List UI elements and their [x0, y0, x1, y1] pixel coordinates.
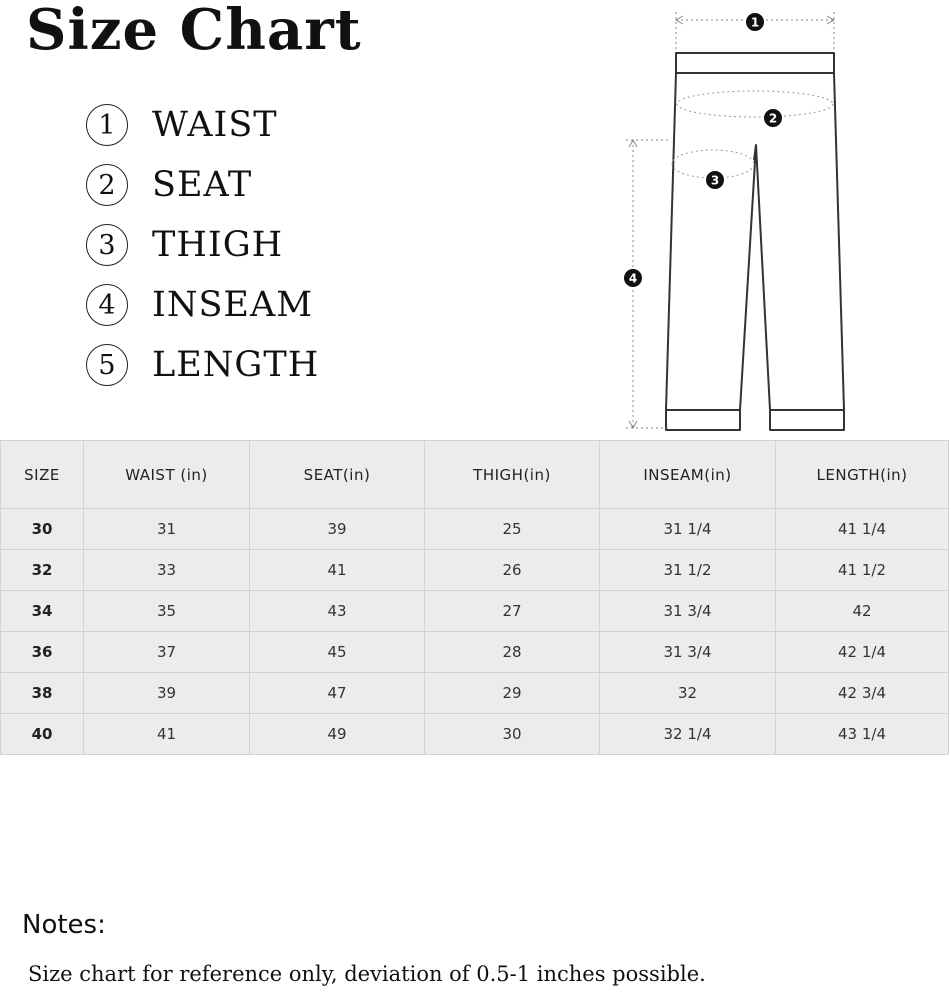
cell-size: 40: [1, 714, 84, 755]
table-row: [1, 509, 949, 550]
measurement-legend: [86, 95, 319, 395]
header-size: SIZE: [1, 441, 84, 509]
header-seat: SEAT(in): [250, 441, 425, 509]
cell-length: 41 1/2: [776, 550, 949, 591]
legend-number: 3: [86, 224, 128, 266]
cell-thigh: 26: [425, 550, 600, 591]
cell-waist: 31: [84, 509, 250, 550]
legend-label: SEAT: [152, 165, 253, 205]
cell-size: 30: [1, 509, 84, 550]
header-thigh: THIGH(in): [425, 441, 600, 509]
legend-label: INSEAM: [152, 285, 314, 325]
table-header-row: [1, 441, 949, 509]
legend-label: WAIST: [152, 105, 278, 145]
cell-inseam: 32 1/4: [600, 714, 776, 755]
marker-4-icon: [624, 269, 642, 287]
cell-inseam: 31 1/2: [600, 550, 776, 591]
cell-thigh: 25: [425, 509, 600, 550]
notes-text: Size chart for reference only, deviation of 0.5-1 inches possible.: [28, 962, 706, 986]
legend-number: 2: [86, 164, 128, 206]
notes-heading: Notes:: [22, 910, 106, 940]
marker-2-icon: [764, 109, 782, 127]
table-row: [1, 673, 949, 714]
cell-size: 36: [1, 632, 84, 673]
cell-length: 41 1/4: [776, 509, 949, 550]
cell-inseam: 31 1/4: [600, 509, 776, 550]
table-row: [1, 591, 949, 632]
page-title: Size Chart: [26, 0, 362, 63]
cell-thigh: 28: [425, 632, 600, 673]
svg-text:1: 1: [750, 15, 760, 30]
size-table: [0, 440, 949, 755]
cell-seat: 41: [250, 550, 425, 591]
cell-length: 42 1/4: [776, 632, 949, 673]
legend-item-seat: [86, 155, 319, 215]
cell-inseam: 32: [600, 673, 776, 714]
legend-item-inseam: [86, 275, 319, 335]
svg-text:3: 3: [710, 173, 720, 188]
svg-text:4: 4: [628, 271, 638, 286]
svg-text:2: 2: [768, 111, 778, 126]
table-row: [1, 550, 949, 591]
cell-thigh: 29: [425, 673, 600, 714]
legend-number: 1: [86, 104, 128, 146]
header-inseam: INSEAM(in): [600, 441, 776, 509]
cell-seat: 43: [250, 591, 425, 632]
legend-number: 4: [86, 284, 128, 326]
header-waist: WAIST (in): [84, 441, 250, 509]
cell-waist: 37: [84, 632, 250, 673]
legend-item-length: [86, 335, 319, 395]
cell-length: 43 1/4: [776, 714, 949, 755]
cell-thigh: 30: [425, 714, 600, 755]
marker-3-icon: [706, 171, 724, 189]
cell-thigh: 27: [425, 591, 600, 632]
pants-outline: [666, 53, 844, 430]
marker-1-icon: [746, 13, 764, 31]
cell-seat: 47: [250, 673, 425, 714]
cell-seat: 45: [250, 632, 425, 673]
legend-item-waist: [86, 95, 319, 155]
cell-size: 38: [1, 673, 84, 714]
cell-waist: 41: [84, 714, 250, 755]
cell-length: 42: [776, 591, 949, 632]
cell-size: 32: [1, 550, 84, 591]
cell-length: 42 3/4: [776, 673, 949, 714]
cell-inseam: 31 3/4: [600, 591, 776, 632]
cell-waist: 33: [84, 550, 250, 591]
legend-label: THIGH: [152, 225, 284, 265]
cell-inseam: 31 3/4: [600, 632, 776, 673]
cell-size: 34: [1, 591, 84, 632]
legend-number: 5: [86, 344, 128, 386]
pants-diagram: [600, 0, 900, 440]
legend-item-thigh: [86, 215, 319, 275]
table-row: [1, 632, 949, 673]
cell-seat: 49: [250, 714, 425, 755]
table-row: [1, 714, 949, 755]
legend-label: LENGTH: [152, 345, 320, 385]
cell-waist: 35: [84, 591, 250, 632]
cell-waist: 39: [84, 673, 250, 714]
header-length: LENGTH(in): [776, 441, 949, 509]
cell-seat: 39: [250, 509, 425, 550]
